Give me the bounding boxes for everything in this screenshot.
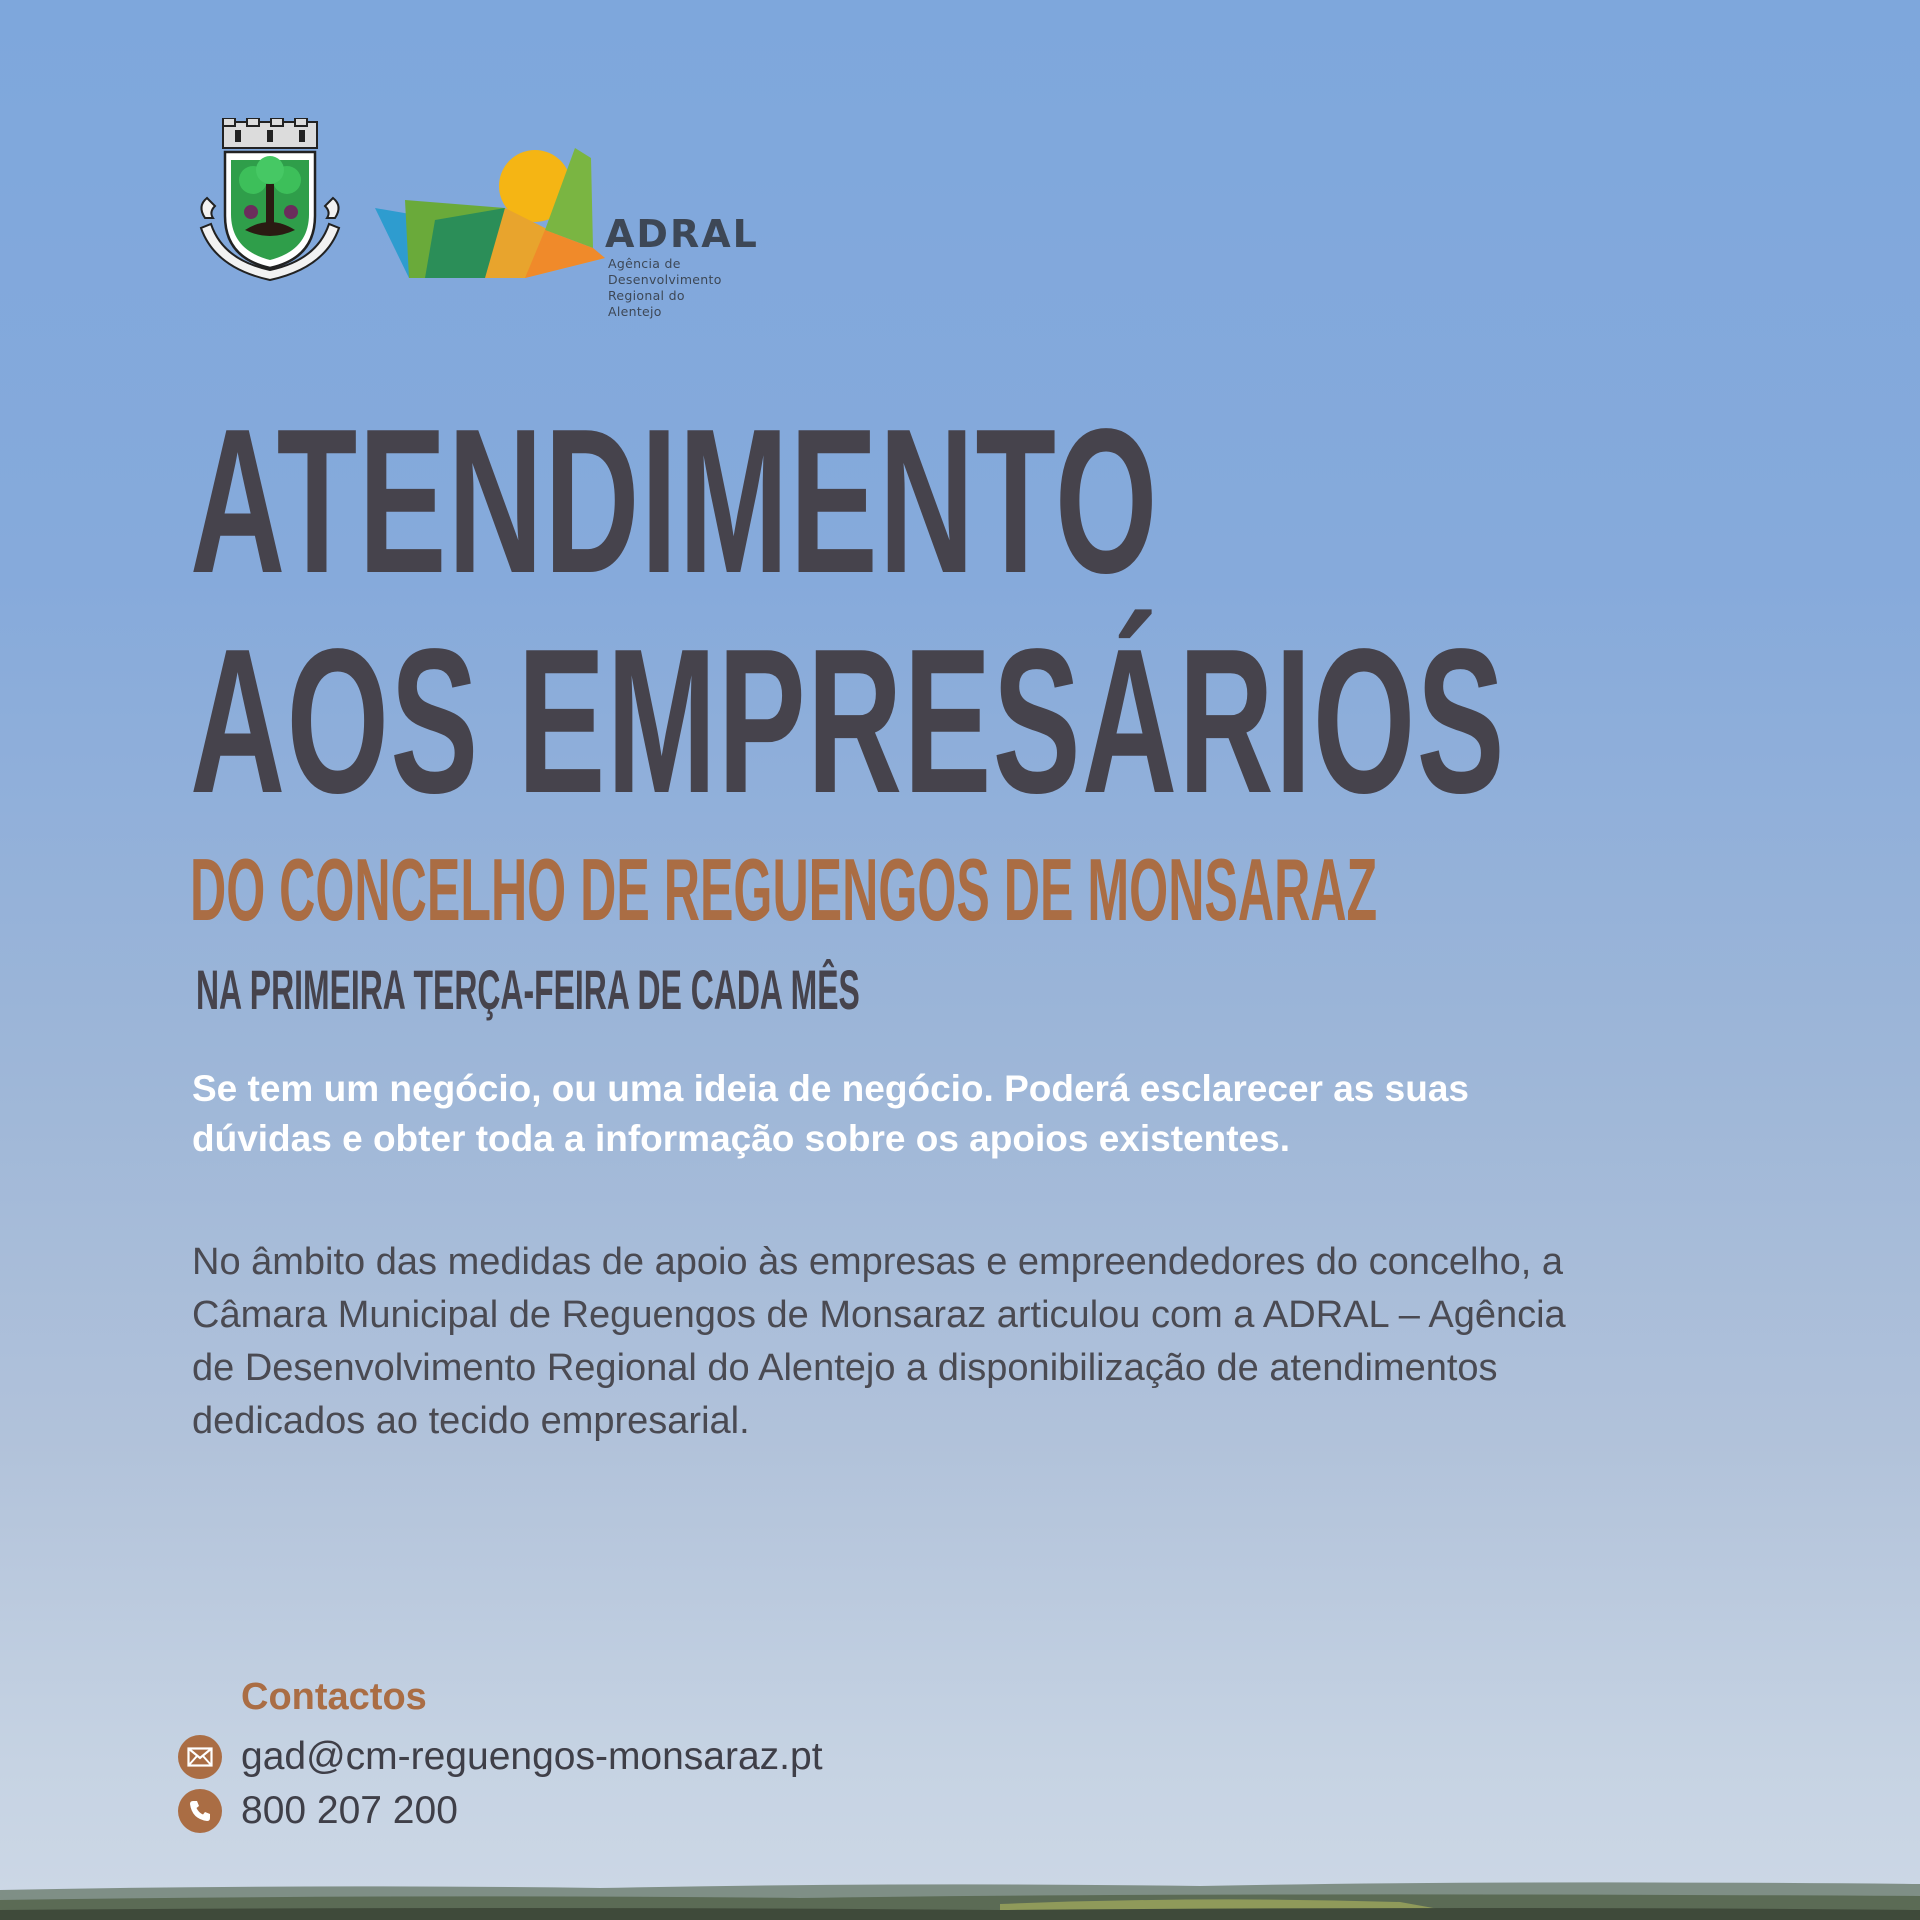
- headline-subtitle: DO CONCELHO DE REGUENGOS DE MONSARAZ: [190, 840, 1378, 939]
- adral-logo: [375, 148, 815, 319]
- logo-bar: [195, 118, 815, 319]
- adral-sun-landscape-icon: [375, 148, 605, 278]
- headline-line1: ATENDIMENTO: [190, 386, 1159, 616]
- contact-phone-row: [178, 1786, 458, 1836]
- lead-paragraph: Se tem um negócio, ou uma ideia de negócio. Poderá esclarecer as suas dúvidas e obter toda a informação sobre os apoios existentes.: [192, 1068, 1469, 1159]
- adral-subtitle-line2: Regional do Alentejo: [608, 288, 685, 319]
- landscape-image: [0, 1860, 1920, 1920]
- contact-phone[interactable]: 800 207 200: [241, 1789, 458, 1832]
- contact-email[interactable]: gad@cm-reguengos-monsaraz.pt: [241, 1735, 823, 1778]
- headline-line2: AOS EMPRESÁRIOS: [190, 606, 1506, 836]
- envelope-icon: [178, 1735, 222, 1779]
- municipality-coat-of-arms-logo: [195, 118, 345, 283]
- body-paragraph: No âmbito das medidas de apoio às empresas e empreendedores do concelho, a Câmara Municipal de Reguengos de Monsaraz articulou com a ADRAL – Agência de Desenvolvimento Regional do Alentejo a disponibilização de atendimentos dedicados ao tecido empresarial.: [192, 1241, 1566, 1442]
- contacts-title: Contactos: [241, 1676, 427, 1718]
- phone-icon: [178, 1789, 222, 1833]
- adral-name-text: ADRAL: [605, 212, 759, 256]
- adral-subtitle: [608, 256, 722, 320]
- headline-schedule: NA PRIMEIRA TERÇA-FEIRA DE CADA MÊS: [196, 958, 860, 1021]
- contact-email-row: [178, 1732, 823, 1782]
- adral-subtitle-line1: Agência de Desenvolvimento: [608, 256, 722, 287]
